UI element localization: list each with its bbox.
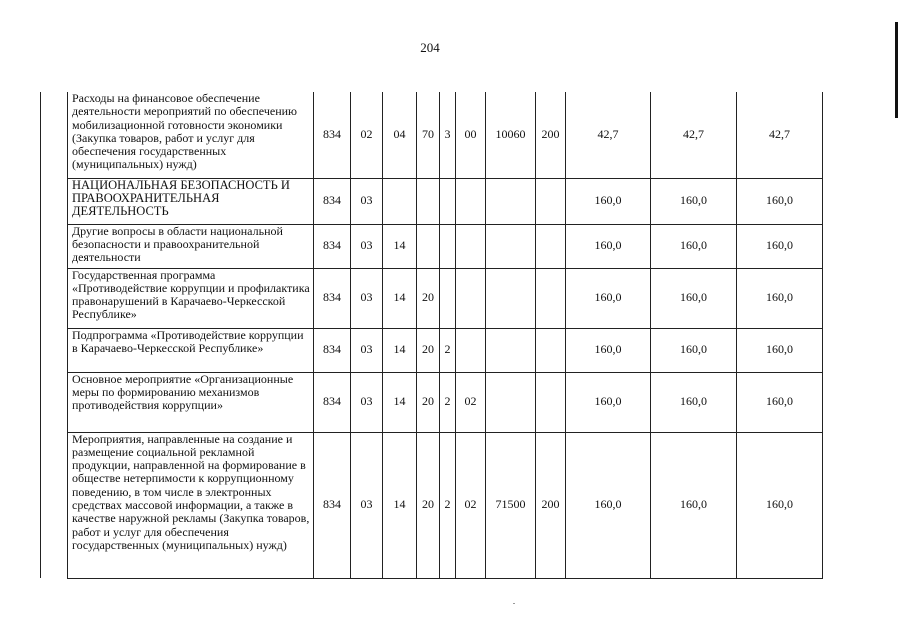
program-cell <box>417 224 440 268</box>
rz-cell: 03 <box>351 432 383 578</box>
rz-cell: 03 <box>351 178 383 224</box>
direction-cell <box>486 224 536 268</box>
table-row <box>41 328 823 372</box>
program-cell: 20 <box>417 328 440 372</box>
direction-cell: 71500 <box>486 432 536 578</box>
pr-cell <box>383 178 417 224</box>
ved-cell: 834 <box>314 178 351 224</box>
scan-edge-mark <box>895 22 898 118</box>
sum-cell-2: 42,7 <box>651 92 737 178</box>
subprogram-cell <box>440 178 456 224</box>
sum-cell-3: 160,0 <box>737 268 823 328</box>
ved-cell: 834 <box>314 328 351 372</box>
table-row <box>41 178 823 224</box>
sum-cell-1: 160,0 <box>566 224 651 268</box>
main-event-cell <box>456 328 486 372</box>
ved-cell: 834 <box>314 372 351 432</box>
row-name-cell: Государственная программа «Противодействие коррупции и профилактика правонарушений в Карачаево-Черкесской Республике» <box>68 268 314 328</box>
sum-cell-1: 160,0 <box>566 178 651 224</box>
subprogram-cell <box>440 268 456 328</box>
expense-type-cell <box>536 328 566 372</box>
pr-cell: 14 <box>383 328 417 372</box>
sum-cell-1: 160,0 <box>566 372 651 432</box>
pr-cell: 04 <box>383 92 417 178</box>
row-name-cell: Расходы на финансовое обеспечение деятельности мероприятий по обеспечению мобилизационной готовности экономики (Закупка товаров, работ и услуг для обеспечения государственных (муниципальных) нужд) <box>68 92 314 178</box>
pr-cell: 14 <box>383 224 417 268</box>
pr-cell: 14 <box>383 268 417 328</box>
main-event-cell: 02 <box>456 432 486 578</box>
main-event-cell <box>456 178 486 224</box>
rz-cell: 03 <box>351 372 383 432</box>
ved-cell: 834 <box>314 92 351 178</box>
pr-cell: 14 <box>383 432 417 578</box>
subprogram-cell: 2 <box>440 328 456 372</box>
expense-type-cell <box>536 268 566 328</box>
main-event-cell <box>456 268 486 328</box>
empty-cell <box>41 224 68 268</box>
sum-cell-1: 160,0 <box>566 432 651 578</box>
sum-cell-3: 42,7 <box>737 92 823 178</box>
empty-cell <box>41 268 68 328</box>
sum-cell-2: 160,0 <box>651 372 737 432</box>
page-number: 204 <box>420 40 440 55</box>
direction-cell <box>486 372 536 432</box>
main-event-cell <box>456 224 486 268</box>
expense-type-cell: 200 <box>536 432 566 578</box>
sum-cell-3: 160,0 <box>737 432 823 578</box>
subprogram-cell: 3 <box>440 92 456 178</box>
sum-cell-2: 160,0 <box>651 328 737 372</box>
subprogram-cell <box>440 224 456 268</box>
expense-type-cell <box>536 178 566 224</box>
sum-cell-1: 42,7 <box>566 92 651 178</box>
rz-cell: 03 <box>351 328 383 372</box>
direction-cell: 10060 <box>486 92 536 178</box>
main-event-cell: 00 <box>456 92 486 178</box>
table-row <box>41 372 823 432</box>
empty-cell <box>41 178 68 224</box>
pr-cell: 14 <box>383 372 417 432</box>
row-name-cell: Другие вопросы в области национальной безопасности и правоохранительной деятельности <box>68 224 314 268</box>
program-cell: 20 <box>417 268 440 328</box>
row-name-cell: НАЦИОНАЛЬНАЯ БЕЗОПАСНОСТЬ И ПРАВООХРАНИТЕЛЬНАЯ ДЕЯТЕЛЬНОСТЬ <box>68 178 314 224</box>
subprogram-cell: 2 <box>440 372 456 432</box>
empty-cell <box>41 432 68 578</box>
empty-cell <box>41 328 68 372</box>
sum-cell-1: 160,0 <box>566 328 651 372</box>
program-cell: 70 <box>417 92 440 178</box>
ved-cell: 834 <box>314 268 351 328</box>
expense-type-cell <box>536 224 566 268</box>
scan-speck <box>513 603 515 604</box>
table-row <box>41 92 823 178</box>
main-event-cell: 02 <box>456 372 486 432</box>
sum-cell-2: 160,0 <box>651 224 737 268</box>
sum-cell-3: 160,0 <box>737 178 823 224</box>
expense-type-cell: 200 <box>536 92 566 178</box>
sum-cell-2: 160,0 <box>651 432 737 578</box>
row-name-cell: Подпрограмма «Противодействие коррупции в Карачаево-Черкесской Республике» <box>68 328 314 372</box>
budget-table-body <box>41 92 823 578</box>
direction-cell <box>486 268 536 328</box>
rz-cell: 02 <box>351 92 383 178</box>
table-row <box>41 432 823 578</box>
sum-cell-1: 160,0 <box>566 268 651 328</box>
program-cell: 20 <box>417 432 440 578</box>
sum-cell-3: 160,0 <box>737 224 823 268</box>
direction-cell <box>486 178 536 224</box>
direction-cell <box>486 328 536 372</box>
row-name-cell: Основное мероприятие «Организационные меры по формированию механизмов противодействия коррупции» <box>68 372 314 432</box>
sum-cell-2: 160,0 <box>651 268 737 328</box>
expense-type-cell <box>536 372 566 432</box>
table-row <box>41 224 823 268</box>
sum-cell-3: 160,0 <box>737 372 823 432</box>
budget-table <box>40 92 823 579</box>
ved-cell: 834 <box>314 432 351 578</box>
row-name-cell: Мероприятия, направленные на создание и размещение социальной рекламной продукции, направленной на формирование в обществе нетерпимости к коррупционному поведению, в том числе в электронных средствах массовой информации, а также в качестве наружной рекламы (Закупка товаров, работ и услуг для обеспечения государственных (муниципальных) нужд) <box>68 432 314 578</box>
rz-cell: 03 <box>351 268 383 328</box>
sum-cell-3: 160,0 <box>737 328 823 372</box>
subprogram-cell: 2 <box>440 432 456 578</box>
rz-cell: 03 <box>351 224 383 268</box>
empty-cell <box>41 372 68 432</box>
ved-cell: 834 <box>314 224 351 268</box>
table-row <box>41 268 823 328</box>
program-cell <box>417 178 440 224</box>
empty-cell <box>41 92 68 178</box>
sum-cell-2: 160,0 <box>651 178 737 224</box>
program-cell: 20 <box>417 372 440 432</box>
